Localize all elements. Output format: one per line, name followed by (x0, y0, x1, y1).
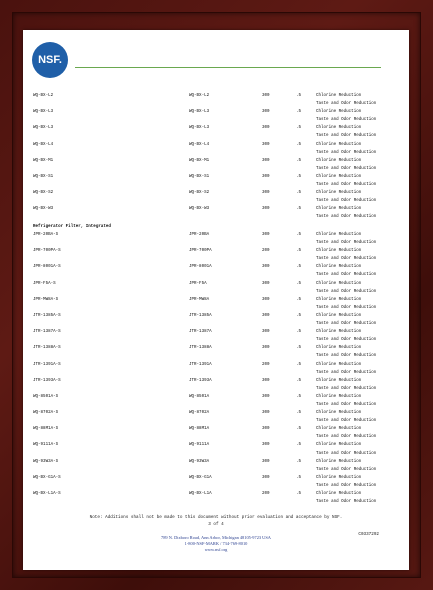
claim-line: Taste and Odor Reduction (316, 241, 377, 246)
claim-line: Taste and Odor Reduction (316, 166, 377, 171)
document-code: C0337292 (358, 532, 379, 537)
trade-name-cell: WQ-BX-S1 (189, 174, 210, 179)
claim-line: Taste and Odor Reduction (316, 215, 377, 220)
rate-cell: .5 (296, 191, 302, 196)
model-cell: JPR-MW8A-S (33, 297, 59, 302)
claims-cell (316, 425, 376, 441)
model-cell: WQ-8501A-S (33, 394, 59, 399)
capacity-cell: 300 (262, 411, 270, 416)
model-cell: JTR-1387A-S (33, 330, 61, 335)
capacity-cell: 300 (262, 346, 270, 351)
rate-cell: .5 (296, 443, 302, 448)
capacity-cell: 300 (262, 94, 270, 98)
model-cell: JPR-F5A-S (33, 281, 56, 286)
claims-cell (316, 393, 376, 409)
model-cell: WQ-BX-L3 (33, 110, 54, 115)
claim-line: Taste and Odor Reduction (316, 354, 377, 359)
table-row (33, 441, 405, 457)
table-row (33, 231, 405, 247)
table-row (33, 312, 405, 328)
model-cell: JTR-1393A-S (33, 378, 61, 383)
claims-cell (316, 328, 376, 344)
note-text: Note: Additions shall not be made to this document without prior evaluation and acceptance by NSF. (89, 515, 343, 520)
claims-cell (316, 92, 376, 108)
table-row (33, 205, 405, 221)
claims-cell (316, 377, 376, 393)
capacity-cell: 300 (262, 394, 270, 399)
table-row (33, 124, 405, 140)
nsf-logo-text: NSF. (38, 54, 62, 66)
claims-cell (316, 173, 376, 189)
capacity-cell: 300 (262, 378, 270, 383)
table-row (33, 263, 405, 279)
listing-table (33, 92, 405, 506)
table-row (33, 92, 405, 108)
claim-line: Taste and Odor Reduction (316, 257, 377, 262)
trade-name-cell: JPR-MW8A (189, 297, 210, 302)
table-row (33, 458, 405, 474)
trade-name-cell: WQ-BX-W3 (189, 207, 210, 212)
trade-name-cell: WQ-BX-L2 (189, 94, 210, 98)
claim-line: Taste and Odor Reduction (316, 435, 377, 440)
footer (23, 535, 409, 553)
claim-line: Taste and Odor Reduction (316, 273, 377, 278)
section-title: Refrigerator Filter, Integrated (33, 224, 111, 229)
rate-cell: .5 (296, 281, 302, 286)
model-cell: WQ-BX-L4 (33, 142, 54, 147)
claim-line: Taste and Odor Reduction (316, 183, 377, 188)
claim-line: Chlorine Reduction (316, 265, 362, 270)
table-row (33, 296, 405, 312)
claim-line: Chlorine Reduction (316, 126, 362, 131)
claim-line: Chlorine Reduction (316, 313, 362, 318)
table-row (33, 173, 405, 189)
claim-line: Chlorine Reduction (316, 94, 362, 98)
nsf-logo-icon (32, 42, 68, 78)
capacity-cell: 200 (262, 362, 270, 367)
rate-cell: .5 (296, 394, 302, 399)
model-cell: WQ-88M1A-S (33, 427, 59, 432)
trade-name-cell: JTR-1391A (189, 362, 212, 367)
rate-cell: .5 (296, 346, 302, 351)
claim-line: Taste and Odor Reduction (316, 451, 377, 456)
claim-line: Chlorine Reduction (316, 297, 362, 302)
table-row (33, 108, 405, 124)
trade-name-cell: JPR-8001A (189, 265, 212, 270)
capacity-cell: 300 (262, 233, 270, 237)
claim-line: Taste and Odor Reduction (316, 289, 377, 294)
claims-cell (316, 231, 376, 247)
claim-line: Chlorine Reduction (316, 492, 362, 496)
trade-name-cell: WQ-9111A (189, 443, 210, 448)
claims-cell (316, 474, 376, 490)
capacity-cell: 300 (262, 110, 270, 115)
table-row (33, 344, 405, 360)
trade-name-cell: JPR-F5A (189, 281, 207, 286)
claim-line: Chlorine Reduction (316, 158, 362, 163)
table-row (33, 361, 405, 377)
claim-line: Taste and Odor Reduction (316, 500, 377, 505)
claims-cell (316, 108, 376, 124)
claims-cell (316, 490, 376, 506)
trade-name-cell: WQ-8702A (189, 411, 210, 416)
capacity-cell: 300 (262, 313, 270, 318)
table-row (33, 474, 405, 490)
claim-line: Taste and Odor Reduction (316, 150, 377, 155)
trade-name-cell: WQ-8501A (189, 394, 210, 399)
capacity-cell: 300 (262, 427, 270, 432)
claim-line: Taste and Odor Reduction (316, 402, 377, 407)
rate-cell: .5 (296, 459, 302, 464)
rate-cell: .5 (296, 427, 302, 432)
claim-line: Chlorine Reduction (316, 394, 362, 399)
rate-cell: .5 (296, 492, 302, 496)
claims-cell (316, 344, 376, 360)
claims-cell (316, 141, 376, 157)
table-row (33, 189, 405, 205)
claims-cell (316, 124, 376, 140)
trade-name-cell: JPR-700PA (189, 249, 212, 254)
claim-line: Taste and Odor Reduction (316, 134, 377, 139)
claims-cell (316, 361, 376, 377)
model-cell: WQ-BX-L1A-S (33, 492, 61, 496)
header-rule (75, 67, 381, 68)
claims-cell (316, 312, 376, 328)
rate-cell: .5 (296, 362, 302, 367)
claims-cell (316, 247, 376, 263)
capacity-cell: 300 (262, 297, 270, 302)
footer-web: www.nsf.org (204, 547, 228, 552)
claims-cell (316, 458, 376, 474)
trade-name-cell: WQ-BX-S2 (189, 191, 210, 196)
table-row (33, 247, 405, 263)
rate-cell: .5 (296, 313, 302, 318)
rate-cell: .5 (296, 249, 302, 254)
claim-line: Taste and Odor Reduction (316, 467, 377, 472)
table-row (33, 141, 405, 157)
claim-line: Taste and Odor Reduction (316, 483, 377, 488)
rate-cell: .5 (296, 233, 302, 237)
rate-cell: .5 (296, 110, 302, 115)
rate-cell: .5 (296, 207, 302, 212)
claim-line: Chlorine Reduction (316, 281, 362, 286)
model-cell: WQ-9111A-S (33, 443, 59, 448)
claim-line: Taste and Odor Reduction (316, 419, 377, 424)
claims-cell (316, 296, 376, 312)
rate-cell: .5 (296, 94, 302, 98)
claim-line: Taste and Odor Reduction (316, 102, 377, 107)
model-cell: WQ-BX-W3 (33, 207, 54, 212)
claim-line: Chlorine Reduction (316, 378, 362, 383)
claim-line: Chlorine Reduction (316, 330, 362, 335)
table-row (33, 425, 405, 441)
model-cell: WQ-BX-S2 (33, 191, 54, 196)
table-row (33, 393, 405, 409)
rate-cell: .5 (296, 142, 302, 147)
claim-line: Chlorine Reduction (316, 427, 362, 432)
rate-cell: .5 (296, 265, 302, 270)
model-cell: JTR-1388A-S (33, 346, 61, 351)
claim-line: Chlorine Reduction (316, 191, 362, 196)
trade-name-cell: WQ-BX-L3 (189, 126, 210, 131)
claim-line: Taste and Odor Reduction (316, 305, 377, 310)
trade-name-cell: WQ-BX-L1A (189, 492, 212, 496)
trade-name-cell: WQ-93W3A (189, 459, 210, 464)
claim-line: Taste and Odor Reduction (316, 322, 377, 327)
table-row (33, 280, 405, 296)
model-cell: JPR-700PA-S (33, 249, 61, 254)
capacity-cell: 300 (262, 265, 270, 270)
claim-line: Taste and Odor Reduction (316, 370, 377, 375)
model-cell: JTR-1391A-S (33, 362, 61, 367)
claim-line: Chlorine Reduction (316, 443, 362, 448)
trade-name-cell: WQ-BX-G1A (189, 475, 212, 480)
claim-line: Taste and Odor Reduction (316, 199, 377, 204)
claim-line: Taste and Odor Reduction (316, 338, 377, 343)
capacity-cell: 300 (262, 126, 270, 131)
capacity-cell: 200 (262, 249, 270, 254)
model-cell: JPR-8001A-S (33, 265, 61, 270)
capacity-cell: 300 (262, 142, 270, 147)
capacity-cell: 300 (262, 281, 270, 286)
trade-name-cell: JPR-20BA (189, 233, 210, 237)
trade-name-cell: WQ-88M1A (189, 427, 210, 432)
trade-name-cell: JTR-1387A (189, 330, 212, 335)
footer-address: 789 N. Dixboro Road, Ann Arbor, Michigan 48105-9723 USA (161, 535, 271, 540)
model-cell: JPR-20BA-S (33, 233, 59, 237)
model-cell: WQ-BX-L3 (33, 126, 54, 131)
capacity-cell: 200 (262, 492, 270, 496)
capacity-cell: 300 (262, 191, 270, 196)
capacity-cell: 300 (262, 330, 270, 335)
rate-cell: .5 (296, 330, 302, 335)
rate-cell: .5 (296, 475, 302, 480)
trade-name-cell: WQ-BX-L4 (189, 142, 210, 147)
rate-cell: .5 (296, 174, 302, 179)
claim-line: Chlorine Reduction (316, 362, 362, 367)
model-cell: WQ-BX-M1 (33, 158, 54, 163)
trade-name-cell: WQ-BX-L3 (189, 110, 210, 115)
claim-line: Chlorine Reduction (316, 174, 362, 179)
model-cell: JTR-1385A-S (33, 313, 61, 318)
model-cell: WQ-BX-G1A-S (33, 475, 61, 480)
table-row (33, 157, 405, 173)
rate-cell: .5 (296, 411, 302, 416)
table-row (33, 409, 405, 425)
table-row (33, 328, 405, 344)
trade-name-cell: JTR-1393A (189, 378, 212, 383)
rate-cell: .5 (296, 378, 302, 383)
model-cell: WQ-BX-S1 (33, 174, 54, 179)
rows-group-a (33, 92, 405, 222)
claim-line: Taste and Odor Reduction (316, 118, 377, 123)
claim-line: Chlorine Reduction (316, 411, 362, 416)
claim-line: Chlorine Reduction (316, 233, 362, 237)
rate-cell: .5 (296, 158, 302, 163)
claim-line: Chlorine Reduction (316, 207, 362, 212)
claims-cell (316, 189, 376, 205)
claim-line: Chlorine Reduction (316, 475, 362, 480)
claims-cell (316, 409, 376, 425)
table-row (33, 377, 405, 393)
claim-line: Chlorine Reduction (316, 142, 362, 147)
table-row (33, 490, 405, 506)
footer-phone: 1-800-NSF-MARK / 734-769-8010 (184, 541, 248, 546)
page-number: 3 of 4 (208, 522, 224, 527)
claims-cell (316, 441, 376, 457)
trade-name-cell: JTR-1388A (189, 346, 212, 351)
rate-cell: .5 (296, 126, 302, 131)
rate-cell: .5 (296, 297, 302, 302)
capacity-cell: 300 (262, 174, 270, 179)
claim-line: Chlorine Reduction (316, 249, 362, 254)
claim-line: Taste and Odor Reduction (316, 386, 377, 391)
rows-group-b (33, 231, 405, 506)
model-cell: WQ-93W3A-S (33, 459, 59, 464)
capacity-cell: 300 (262, 158, 270, 163)
capacity-cell: 300 (262, 459, 270, 464)
capacity-cell: 300 (262, 475, 270, 480)
claim-line: Chlorine Reduction (316, 346, 362, 351)
model-cell: WQ-BX-L2 (33, 94, 54, 98)
claims-cell (316, 157, 376, 173)
claims-cell (316, 263, 376, 279)
claims-cell (316, 280, 376, 296)
claim-line: Chlorine Reduction (316, 459, 362, 464)
model-cell: WQ-8702A-S (33, 411, 59, 416)
trade-name-cell: JTR-1385A (189, 313, 212, 318)
claims-cell (316, 205, 376, 221)
capacity-cell: 300 (262, 207, 270, 212)
claim-line: Chlorine Reduction (316, 110, 362, 115)
capacity-cell: 300 (262, 443, 270, 448)
trade-name-cell: WQ-BX-M1 (189, 158, 210, 163)
certificate-page (23, 30, 409, 570)
